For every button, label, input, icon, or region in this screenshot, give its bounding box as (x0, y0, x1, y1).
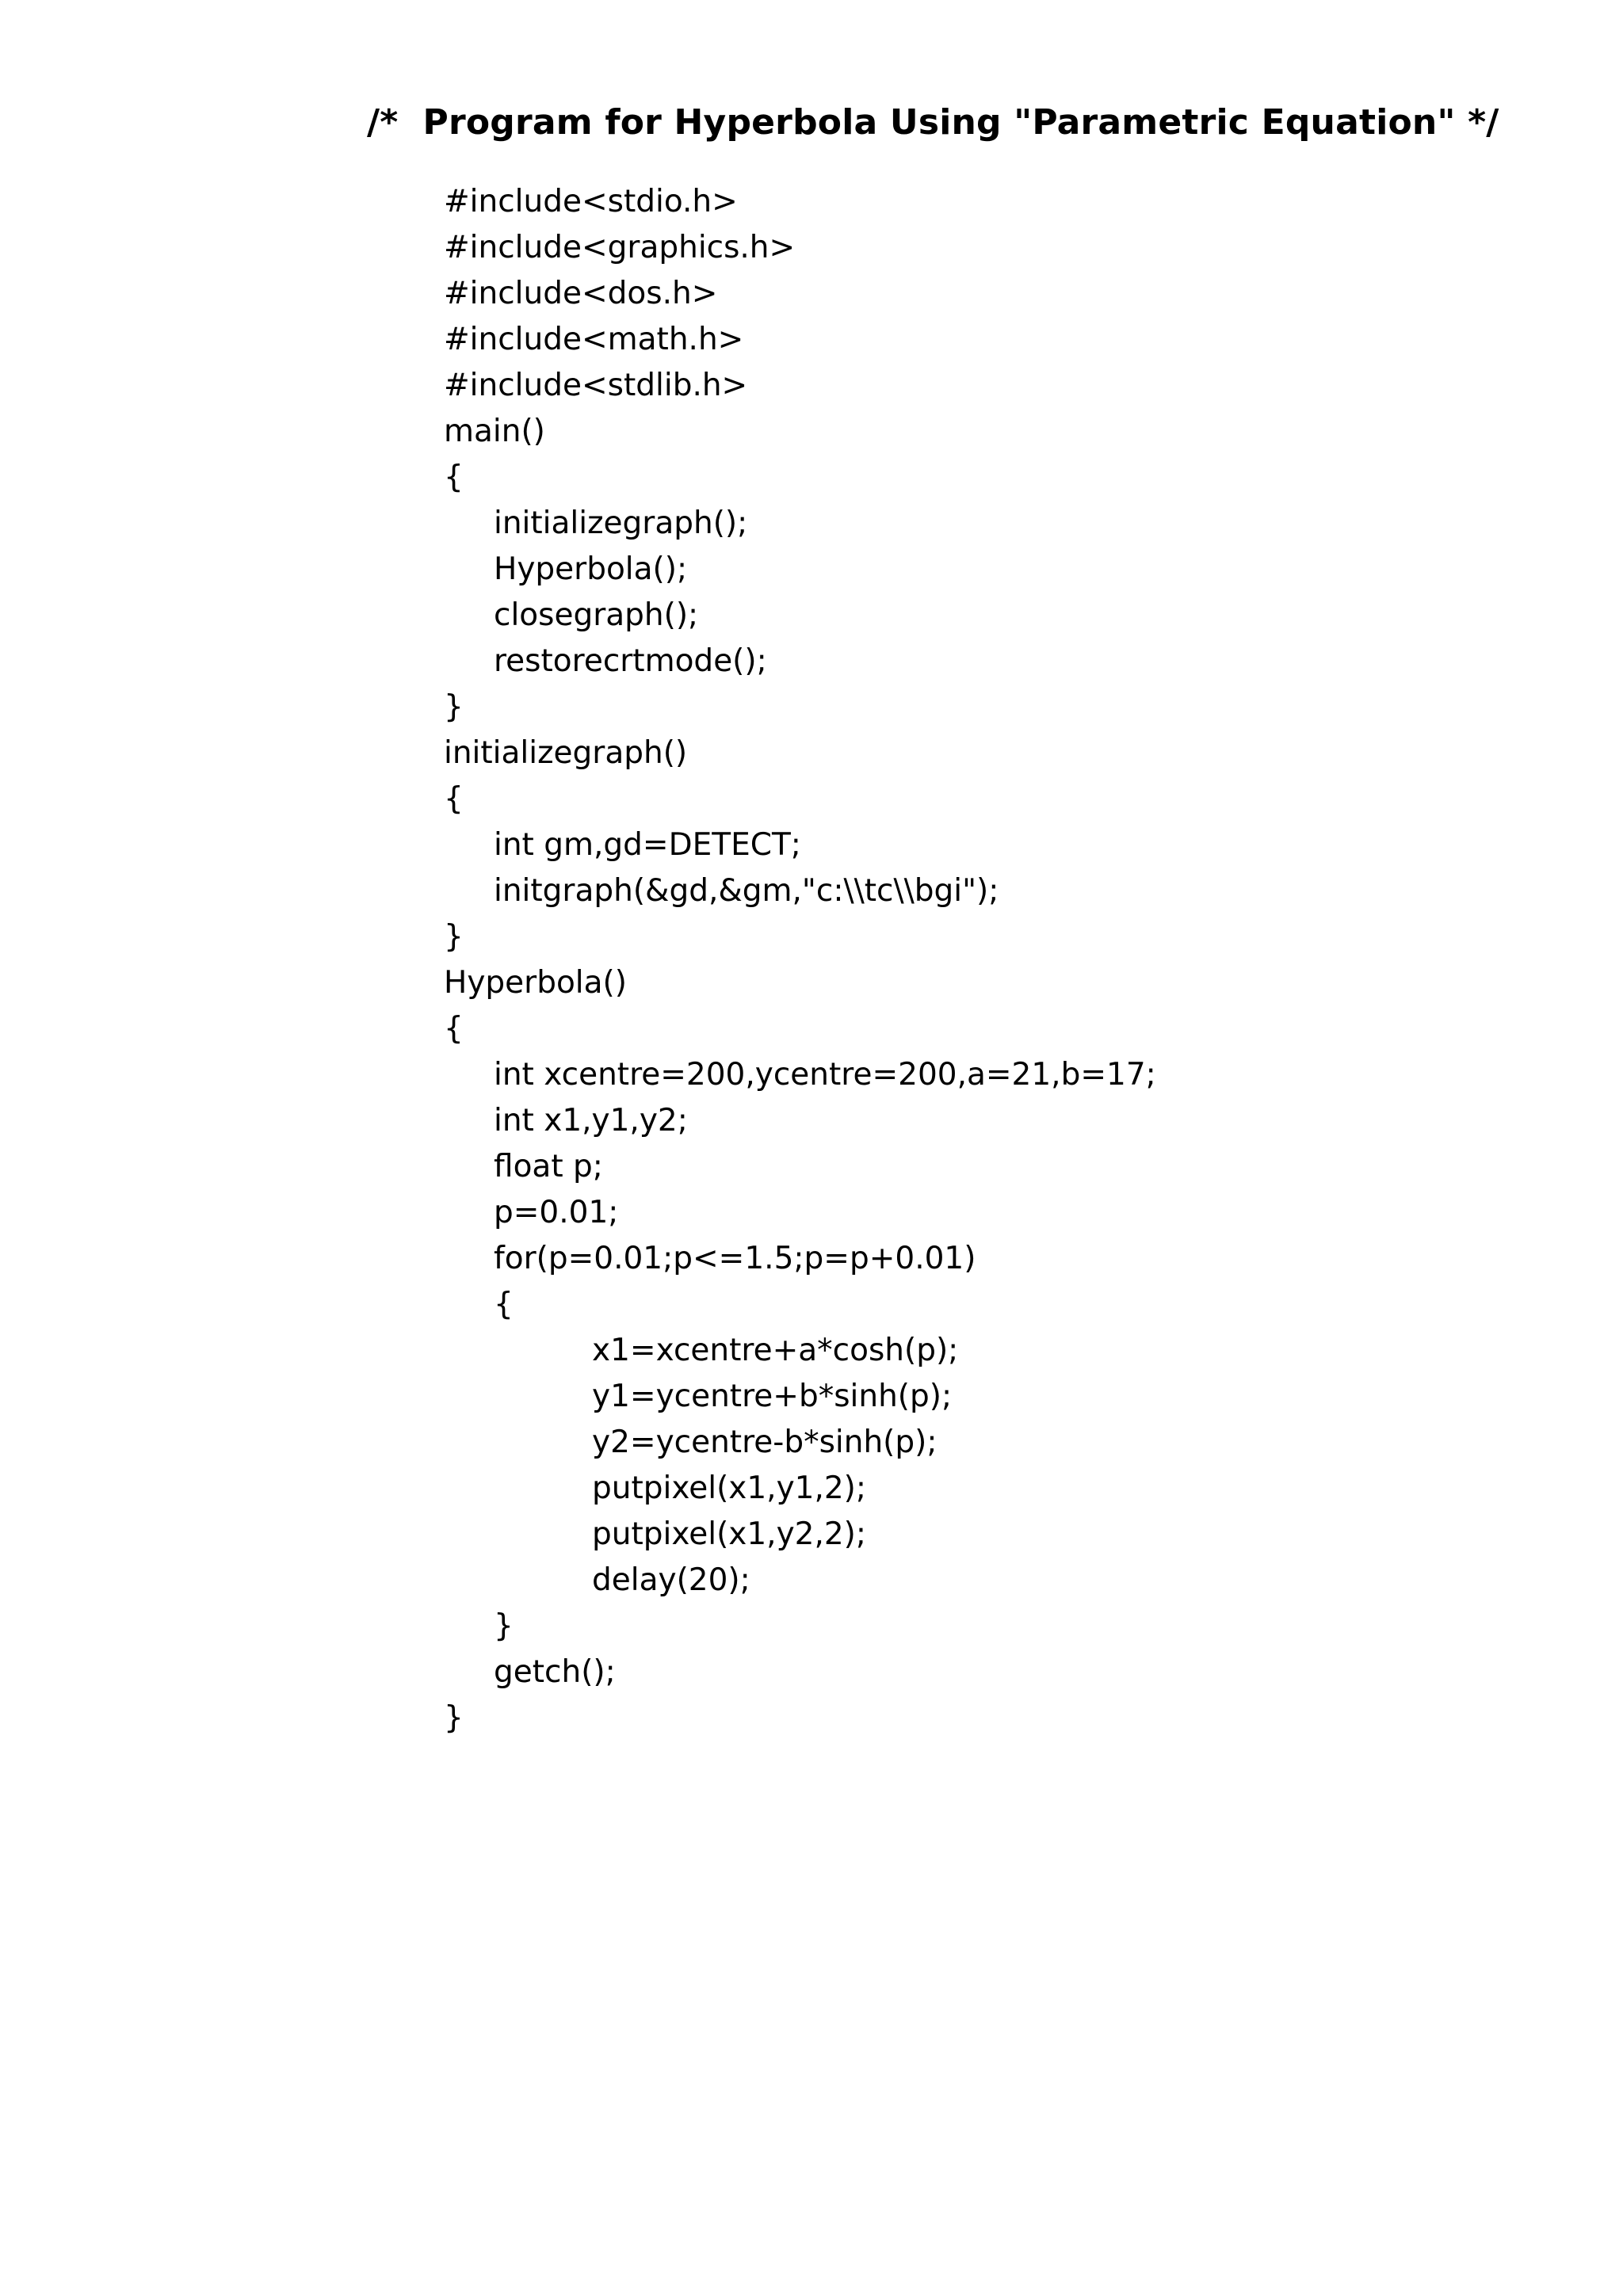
code-line: putpixel(x1,y1,2); (592, 1470, 867, 1506)
code-line: int x1,y1,y2; (494, 1103, 688, 1138)
code-line: int gm,gd=DETECT; (494, 827, 801, 863)
code-line: int xcentre=200,ycentre=200,a=21,b=17; (494, 1057, 1156, 1093)
code-line: y1=ycentre+b*sinh(p); (592, 1379, 953, 1414)
code-line: #include<dos.h> (444, 276, 718, 311)
code-listing (444, 179, 1156, 1741)
code-line: #include<stdlib.h> (444, 368, 748, 403)
code-line: initializegraph(); (494, 505, 748, 541)
code-line: } (444, 919, 464, 955)
code-line: { (494, 1287, 514, 1322)
code-line: for(p=0.01;p<=1.5;p=p+0.01) (494, 1241, 976, 1276)
code-line: float p; (494, 1149, 603, 1184)
code-line: Hyperbola(); (494, 551, 688, 587)
code-line: #include<math.h> (444, 322, 744, 357)
document-title: /* Program for Hyperbola Using "Parametric Equation" */ (367, 102, 1499, 143)
code-line: { (444, 460, 464, 495)
code-line: closegraph(); (494, 597, 699, 633)
code-line: initializegraph() (444, 735, 688, 771)
code-line: main() (444, 414, 545, 449)
code-line: Hyperbola() (444, 965, 627, 1001)
code-line: } (494, 1608, 514, 1644)
code-line: restorecrtmode(); (494, 643, 767, 679)
code-line: initgraph(&gd,&gm,"c:\\tc\\bgi"); (494, 873, 999, 909)
code-line: y2=ycentre-b*sinh(p); (592, 1425, 938, 1460)
code-line: putpixel(x1,y2,2); (592, 1516, 867, 1552)
code-line: getch(); (494, 1654, 616, 1690)
code-line: p=0.01; (494, 1195, 619, 1230)
code-line: delay(20); (592, 1562, 750, 1598)
code-line: { (444, 781, 464, 817)
code-line: } (444, 689, 464, 725)
code-line: #include<graphics.h> (444, 230, 796, 265)
code-line: #include<stdio.h> (444, 184, 738, 219)
code-line: { (444, 1011, 464, 1047)
code-line: } (444, 1700, 464, 1736)
code-line: x1=xcentre+a*cosh(p); (592, 1333, 959, 1368)
